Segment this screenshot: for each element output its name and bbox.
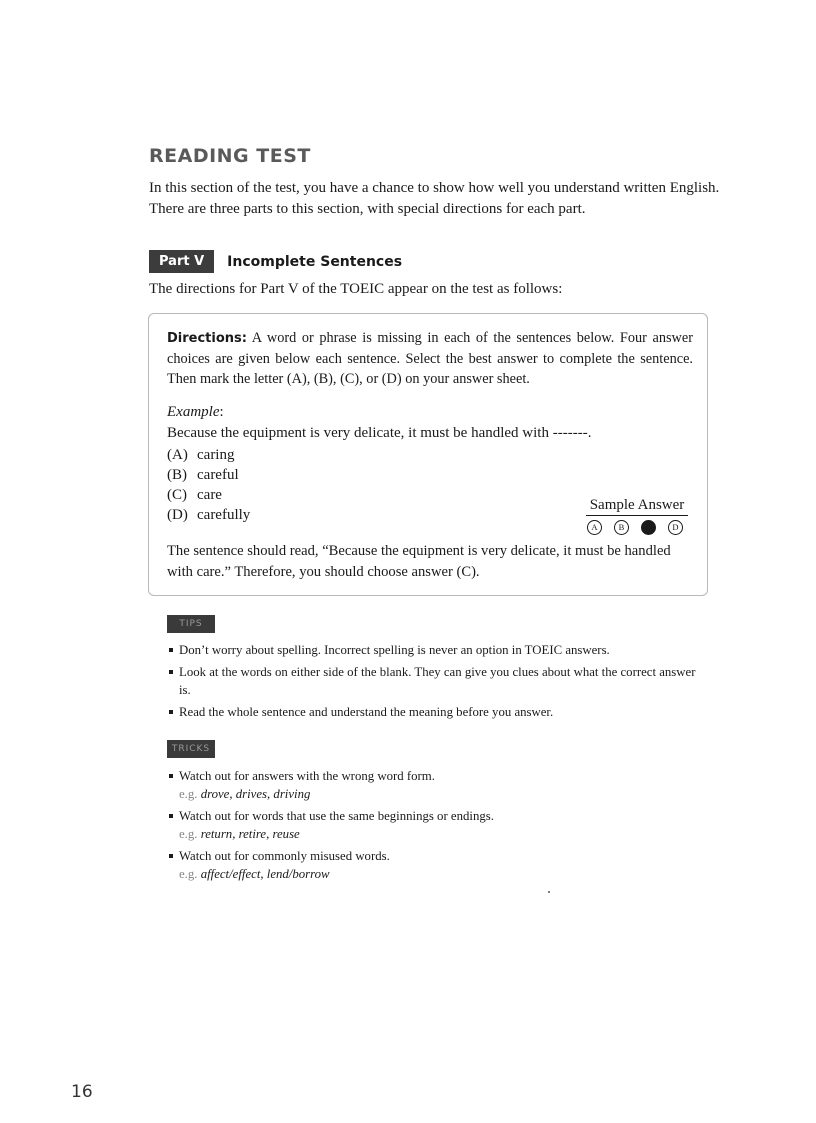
trick-text: Watch out for commonly misused words. <box>179 849 390 863</box>
tips-list <box>169 641 699 725</box>
tricks-list <box>169 767 699 887</box>
scan-speck <box>548 891 550 893</box>
part-description: The directions for Part V of the TOEIC appear on the test as follows: <box>149 281 563 297</box>
tip-item: Look at the words on either side of the blank. They can give you clues about what the correct answer is. <box>169 663 699 699</box>
part-badge: Part V <box>149 250 214 273</box>
choice-b <box>167 465 250 485</box>
choice-text: careful <box>197 467 239 483</box>
choice-d <box>167 505 250 525</box>
example-sentence: Because the equipment is very delicate, it must be handled with -------. <box>167 425 592 441</box>
answer-choices <box>167 445 250 525</box>
example-explanation: The sentence should read, “Because the equipment is very delicate, it must be handled with care.” Therefore, you should choose answer (C). <box>167 543 671 580</box>
tip-item: Read the whole sentence and understand the meaning before you answer. <box>169 703 699 721</box>
example-prefix: e.g. <box>179 867 198 881</box>
part-header <box>149 250 402 273</box>
trick-text: Watch out for words that use the same beginnings or endings. <box>179 809 494 823</box>
example-words: drove, drives, driving <box>200 787 311 801</box>
choice-text: care <box>197 487 222 503</box>
example-label <box>167 404 224 421</box>
choice-letter: (D) <box>167 507 188 523</box>
tip-item: Don’t worry about spelling. Incorrect spelling is never an option in TOEIC answers. <box>169 641 699 659</box>
sample-answer-bubbles <box>587 520 683 535</box>
example-label-colon: : <box>219 404 224 420</box>
choice-text: caring <box>197 447 235 463</box>
sample-answer-label: Sample Answer <box>586 497 688 516</box>
trick-item <box>169 807 699 843</box>
directions-text <box>167 328 693 389</box>
answer-bubble-c-filled: C <box>641 520 656 535</box>
part-title: Incomplete Sentences <box>227 253 403 270</box>
trick-item <box>169 767 699 803</box>
trick-example <box>179 865 699 883</box>
intro-paragraph <box>149 178 729 220</box>
trick-example <box>179 785 699 803</box>
choice-letter: (C) <box>167 487 187 503</box>
choice-c <box>167 485 250 505</box>
example-label-text: Example <box>167 404 220 420</box>
directions-label: Directions: <box>167 331 247 346</box>
intro-line-1: In this section of the test, you have a chance to show how well you understand written English. <box>149 180 720 196</box>
tips-label: TIPS <box>167 615 215 633</box>
answer-bubble-a: A <box>587 520 602 535</box>
choice-letter: (B) <box>167 467 187 483</box>
intro-line-2: There are three parts to this section, with special directions for each part. <box>149 201 586 217</box>
example-words: affect/effect, lend/borrow <box>200 867 330 881</box>
example-prefix: e.g. <box>179 827 198 841</box>
directions-body: A word or phrase is missing in each of the sentences below. Four answer choices are given below each sentence. Select the best answer to complete the sentence. Then mark the letter (A), (B), (C), or (D) on your answer sheet. <box>167 330 693 387</box>
answer-bubble-b: B <box>614 520 629 535</box>
answer-bubble-d: D <box>668 520 683 535</box>
trick-example <box>179 825 699 843</box>
choice-text: carefully <box>197 507 251 523</box>
choice-letter: (A) <box>167 447 188 463</box>
tricks-label: TRICKS <box>167 740 215 758</box>
choice-a <box>167 445 250 465</box>
trick-item <box>169 847 699 883</box>
trick-text: Watch out for answers with the wrong word form. <box>179 769 435 783</box>
page-heading: READING TEST <box>149 145 311 167</box>
example-words: return, retire, reuse <box>200 827 300 841</box>
page-number: 16 <box>71 1082 93 1102</box>
example-prefix: e.g. <box>179 787 198 801</box>
